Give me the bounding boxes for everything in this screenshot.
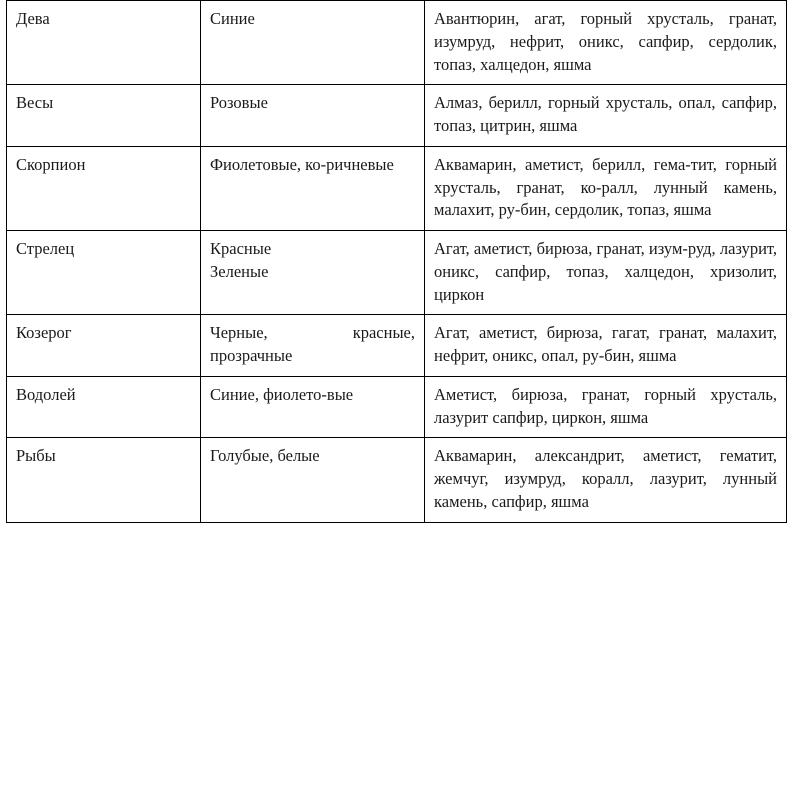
cell-sign: Козерог (7, 315, 201, 377)
cell-colors: Синие (201, 1, 425, 85)
table-row (7, 146, 787, 230)
table-row (7, 376, 787, 438)
cell-sign: Рыбы (7, 438, 201, 522)
cell-colors: Розовые (201, 85, 425, 147)
cell-stones: Авантюрин, агат, горный хрусталь, гранат, изумруд, нефрит, оникс, сапфир, сердолик, топаз, халцедон, яшма (425, 1, 787, 85)
cell-colors: Голубые, белые (201, 438, 425, 522)
table-row (7, 315, 787, 377)
cell-colors: Фиолетовые, ко-ричневые (201, 146, 425, 230)
cell-stones: Аметист, бирюза, гранат, горный хрусталь, лазурит сапфир, циркон, яшма (425, 376, 787, 438)
table-row (7, 85, 787, 147)
cell-colors-line: Зеленые (210, 261, 269, 281)
cell-colors-line: Красные (210, 239, 272, 259)
cell-stones: Агат, аметист, бирюза, гагат, гранат, малахит, нефрит, оникс, опал, ру-бин, яшма (425, 315, 787, 377)
cell-stones: Алмаз, берилл, горный хрусталь, опал, сапфир, топаз, цитрин, яшма (425, 85, 787, 147)
table-row (7, 1, 787, 85)
cell-stones: Аквамарин, александрит, аметист, гематит, жемчуг, изумруд, коралл, лазурит, лунный камень, сапфир, яшма (425, 438, 787, 522)
cell-sign: Водолей (7, 376, 201, 438)
cell-sign: Стрелец (7, 231, 201, 315)
cell-sign: Дева (7, 1, 201, 85)
cell-sign: Скорпион (7, 146, 201, 230)
table-body (7, 1, 787, 523)
table-row (7, 438, 787, 522)
cell-colors: Синие, фиолето-вые (201, 376, 425, 438)
cell-sign: Весы (7, 85, 201, 147)
table-row (7, 231, 787, 315)
zodiac-stones-table (6, 0, 787, 523)
cell-colors: Черные, красные, прозрачные (201, 315, 425, 377)
cell-stones: Агат, аметист, бирюза, гранат, изум-руд, лазурит, оникс, сапфир, топаз, халцедон, хризолит, циркон (425, 231, 787, 315)
cell-colors (201, 231, 425, 315)
cell-stones: Аквамарин, аметист, берилл, гема-тит, горный хрусталь, гранат, ко-ралл, лунный камень, малахит, ру-бин, сердолик, топаз, яшма (425, 146, 787, 230)
